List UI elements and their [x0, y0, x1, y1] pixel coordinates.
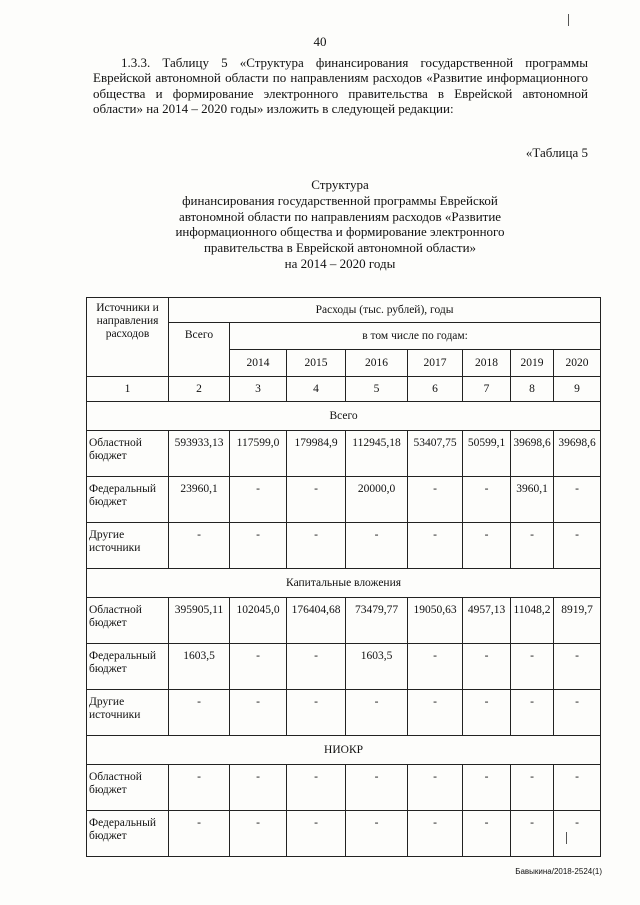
value-cell: 50599,1: [463, 431, 511, 477]
value-cell: -: [511, 811, 554, 857]
value-cell: 20000,0: [346, 477, 408, 523]
value-cell: -: [287, 644, 346, 690]
value-cell: -: [408, 644, 463, 690]
value-cell: 1603,5: [169, 644, 230, 690]
value-cell: -: [554, 765, 601, 811]
table-row: [87, 477, 601, 523]
value-cell: -: [346, 690, 408, 736]
table-row: [87, 690, 601, 736]
header-year-2015: 2015: [287, 350, 346, 377]
value-cell: -: [511, 765, 554, 811]
value-cell: 179984,9: [287, 431, 346, 477]
value-cell: -: [346, 811, 408, 857]
section-title: НИОКР: [87, 736, 601, 765]
source-cell: Федеральный бюджет: [87, 477, 169, 523]
header-by-years: в том числе по годам:: [230, 323, 601, 350]
scan-mark: [568, 14, 569, 26]
value-cell: -: [511, 644, 554, 690]
value-cell: 176404,68: [287, 598, 346, 644]
value-cell: -: [554, 811, 601, 857]
source-cell: Федеральный бюджет: [87, 644, 169, 690]
financing-table: [86, 297, 601, 857]
column-number: 7: [463, 377, 511, 402]
value-cell: 593933,13: [169, 431, 230, 477]
header-year-2018: 2018: [463, 350, 511, 377]
column-number: 2: [169, 377, 230, 402]
table-row: [87, 598, 601, 644]
value-cell: -: [463, 765, 511, 811]
column-number: 4: [287, 377, 346, 402]
header-source: Источники и направления расходов: [87, 298, 169, 377]
value-cell: 4957,13: [463, 598, 511, 644]
value-cell: -: [463, 690, 511, 736]
value-cell: -: [408, 477, 463, 523]
header-expenses: Расходы (тыс. рублей), годы: [169, 298, 601, 323]
header-year-2020: 2020: [554, 350, 601, 377]
intro-text: 1.3.3. Таблицу 5 «Структура финансирования государственной программы Еврейской автономной области по направлениям расходов «Развитие информационного общества и формирование электронного правительства в Еврейской автономной области» на 2014 – 2020 годы» изложить в следующей редакции:: [93, 55, 588, 117]
source-cell: Областной бюджет: [87, 431, 169, 477]
section-title: Всего: [87, 402, 601, 431]
header-year-2016: 2016: [346, 350, 408, 377]
table-row: [87, 523, 601, 569]
value-cell: -: [463, 811, 511, 857]
column-numbers-row: [87, 377, 601, 402]
header-total: Всего: [169, 323, 230, 377]
value-cell: 39698,6: [554, 431, 601, 477]
value-cell: 53407,75: [408, 431, 463, 477]
column-number: 1: [87, 377, 169, 402]
column-number: 5: [346, 377, 408, 402]
header-year-2014: 2014: [230, 350, 287, 377]
value-cell: -: [230, 811, 287, 857]
title-line: финансирования государственной программы Еврейской: [182, 192, 498, 208]
value-cell: 1603,5: [346, 644, 408, 690]
table-row: [87, 811, 601, 857]
value-cell: -: [287, 765, 346, 811]
value-cell: 3960,1: [511, 477, 554, 523]
value-cell: -: [554, 690, 601, 736]
value-cell: -: [346, 523, 408, 569]
value-cell: 395905,11: [169, 598, 230, 644]
value-cell: -: [554, 477, 601, 523]
intro-paragraph: [93, 55, 588, 117]
structure-title: [100, 177, 580, 272]
value-cell: -: [463, 644, 511, 690]
page-number: 40: [313, 34, 327, 49]
table-row: [87, 644, 601, 690]
value-cell: 11048,2: [511, 598, 554, 644]
column-number: 9: [554, 377, 601, 402]
value-cell: 112945,18: [346, 431, 408, 477]
value-cell: -: [463, 523, 511, 569]
source-cell: Другие источники: [87, 523, 169, 569]
column-number: 3: [230, 377, 287, 402]
value-cell: -: [346, 765, 408, 811]
table-row: [87, 765, 601, 811]
section-title: Капитальные вложения: [87, 569, 601, 598]
source-cell: Областной бюджет: [87, 765, 169, 811]
source-cell: Другие источники: [87, 690, 169, 736]
column-number: 8: [511, 377, 554, 402]
value-cell: 102045,0: [230, 598, 287, 644]
value-cell: 39698,6: [511, 431, 554, 477]
value-cell: 73479,77: [346, 598, 408, 644]
title-line: автономной области по направлениям расходов «Развитие: [178, 208, 502, 224]
value-cell: -: [230, 477, 287, 523]
title-line: информационного общества и формирование электронного: [175, 224, 505, 240]
title-line: Структура: [311, 177, 369, 192]
value-cell: -: [511, 690, 554, 736]
value-cell: -: [408, 523, 463, 569]
value-cell: -: [511, 523, 554, 569]
header-year-2019: 2019: [511, 350, 554, 377]
title-line: правительства в Еврейской автономной области»: [203, 240, 477, 256]
value-cell: -: [230, 644, 287, 690]
value-cell: -: [287, 690, 346, 736]
value-cell: -: [554, 523, 601, 569]
value-cell: -: [287, 523, 346, 569]
value-cell: 117599,0: [230, 431, 287, 477]
value-cell: -: [408, 765, 463, 811]
value-cell: 23960,1: [169, 477, 230, 523]
source-cell: Областной бюджет: [87, 598, 169, 644]
table-row: [87, 431, 601, 477]
value-cell: -: [169, 523, 230, 569]
value-cell: -: [287, 477, 346, 523]
value-cell: -: [230, 523, 287, 569]
footer-code: Бавыкина/2018-2524(1): [515, 867, 602, 876]
header-year-2017: 2017: [408, 350, 463, 377]
value-cell: -: [287, 811, 346, 857]
title-line: на 2014 – 2020 годы: [284, 255, 396, 271]
value-cell: -: [408, 811, 463, 857]
source-cell: Федеральный бюджет: [87, 811, 169, 857]
value-cell: 8919,7: [554, 598, 601, 644]
value-cell: -: [230, 690, 287, 736]
value-cell: -: [408, 690, 463, 736]
value-cell: -: [169, 690, 230, 736]
table-label: «Таблица 5: [525, 145, 588, 160]
column-number: 6: [408, 377, 463, 402]
value-cell: -: [169, 811, 230, 857]
scan-mark: [566, 832, 567, 844]
section-header-row: [87, 569, 601, 598]
section-header-row: [87, 736, 601, 765]
value-cell: -: [463, 477, 511, 523]
value-cell: -: [554, 644, 601, 690]
value-cell: 19050,63: [408, 598, 463, 644]
section-header-row: [87, 402, 601, 431]
value-cell: -: [169, 765, 230, 811]
value-cell: -: [230, 765, 287, 811]
